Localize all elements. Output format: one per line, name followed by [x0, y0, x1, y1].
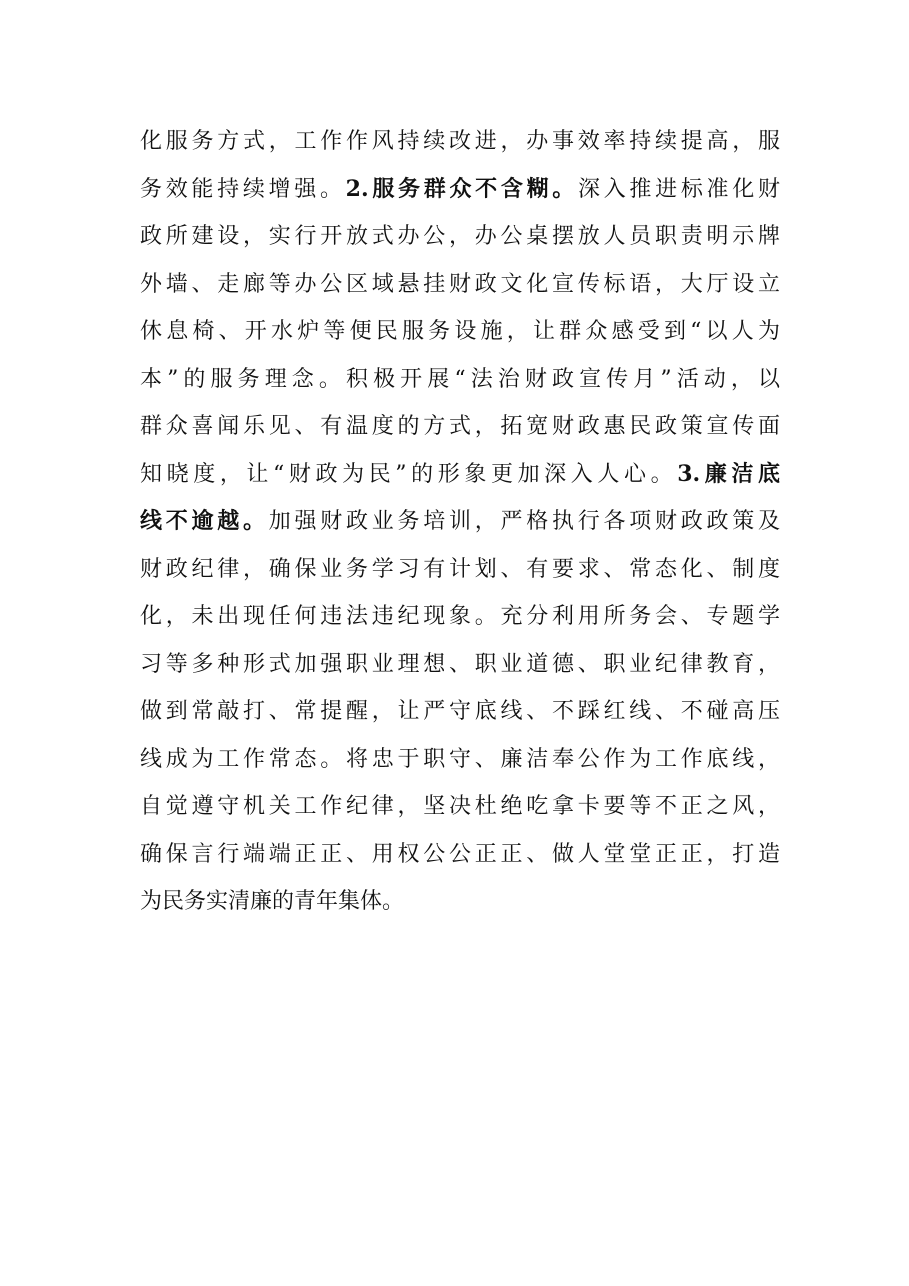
text-line — [140, 498, 780, 546]
body-paragraph — [140, 118, 780, 926]
text-line: 自觉遵守机关工作纪律，坚决杜绝吃拿卡要等不正之风， — [140, 794, 780, 819]
text-segment: 知晓度，让“财政为民”的形象更加深入人心。 — [140, 461, 678, 487]
text-line: 做到常敲打、常提醒，让严守底线、不踩红线、不碰高压 — [140, 699, 780, 724]
text-line: 群众喜闻乐见、有温度的方式，拓宽财政惠民政策宣传面 — [140, 414, 780, 439]
text-line: 线成为工作常态。将忠于职守、廉洁奉公作为工作底线， — [140, 746, 780, 772]
text-line: 休息椅、开水炉等便民服务设施，让群众感受到“以人为 — [140, 319, 780, 344]
text-line: 财政纪律，确保业务学习有计划、有要求、常态化、制度 — [140, 556, 780, 582]
text-line: 本”的服务理念。积极开展“法治财政宣传月”活动，以 — [140, 366, 780, 392]
text-line: 确保言行端端正正、用权公公正正、做人堂堂正正，打造 — [140, 841, 780, 867]
text-line: 外墙、走廊等办公区域悬挂财政文化宣传标语，大厅设立 — [140, 271, 780, 297]
text-line: 化，未出现任何违法违纪现象。充分利用所务会、专题学 — [140, 604, 780, 629]
text-line: 化服务方式，工作作风持续改进，办事效率持续提高，服 — [140, 129, 780, 154]
text-line — [140, 166, 780, 214]
text-line: 为民务实清廉的青年集体。 — [140, 889, 405, 914]
text-segment: 加强财政业务培训，严格执行各项财政政策及 — [268, 509, 780, 534]
subheading-service: 2.服务群众不含糊。 — [345, 175, 579, 202]
text-line: 政所建设，实行开放式办公，办公桌摆放人员职责明示牌 — [140, 224, 780, 249]
text-line: 习等多种形式加强职业理想、职业道德、职业纪律教育， — [140, 651, 780, 677]
text-segment: 务效能持续增强。 — [140, 176, 346, 202]
text-line — [140, 451, 780, 499]
subheading-integrity-continued: 线不逾越。 — [140, 508, 269, 534]
text-segment: 深入推进标准化财 — [578, 176, 780, 202]
subheading-integrity: 3.廉洁底 — [677, 460, 781, 487]
